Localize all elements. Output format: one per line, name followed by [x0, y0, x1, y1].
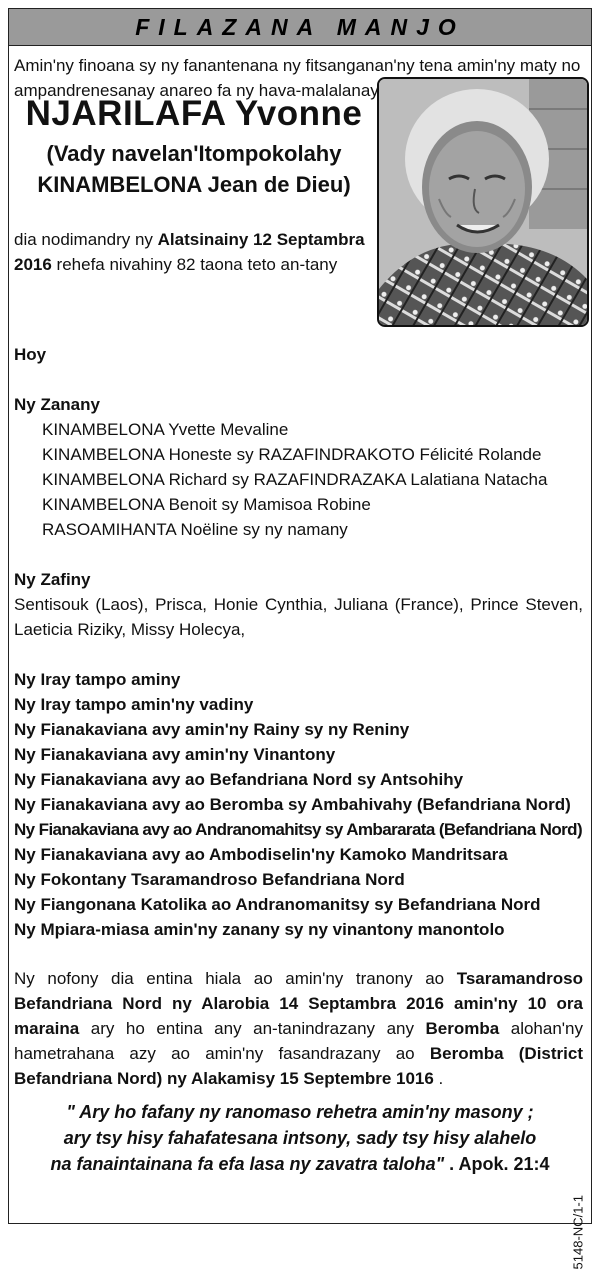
grandchildren-section: [14, 567, 583, 642]
intro-text: Amin'ny finoana sy ny fanantenana ny fitsanganan'ny tena amin'ny maty no ampandrenesanay anareo fa ny hava-malalanay: [14, 56, 581, 100]
portrait-image: [379, 79, 587, 325]
funeral-text-3: alohan'ny hametrahana azy ao amin'ny fasandrazany ao: [14, 1019, 583, 1063]
death-statement: [14, 227, 374, 277]
header-banner: [9, 9, 591, 46]
spouse-info: [14, 138, 374, 200]
spouse-line-1: (Vady navelan'Itompokolahy: [46, 141, 342, 166]
relative-item: Ny Fokontany Tsaramandroso Befandriana Nord: [14, 870, 405, 889]
deceased-name: NJARILAFA Yvonne: [25, 94, 363, 133]
banner-title: FILAZANA MANJO: [135, 13, 465, 40]
child-item: RASOAMIHANTA Noëline sy ny namany: [42, 520, 348, 539]
funeral-departure: Tsaramandroso Befandriana Nord ny Alarobia 14 Septambra 2016 amin'ny 10 ora maraina: [14, 969, 583, 1038]
relative-item: Ny Fiangonana Katolika ao Andranomanitsy sy Befandriana Nord: [14, 895, 541, 914]
funeral-burial: Beromba (District Befandriana Nord) ny Alakamisy 15 Septembre 1016: [14, 1044, 583, 1088]
portrait-photo: [377, 77, 589, 327]
relative-item: Ny Fianakaviana avy amin'ny Rainy sy ny Reniny: [14, 720, 410, 739]
relative-item: Ny Fianakaviana avy ao Andranomahitsy sy Ambararata (Befandriana Nord): [14, 820, 583, 839]
relative-item: Ny Fianakaviana avy ao Befandriana Nord sy Antsohihy: [14, 770, 464, 789]
relative-item: Ny Fianakaviana avy ao Beromba sy Ambahivahy (Befandriana Nord): [14, 795, 571, 814]
funeral-destination: Beromba: [425, 1019, 500, 1038]
relative-item: Ny Iray tampo aminy: [14, 670, 181, 689]
relatives-list: [14, 667, 583, 942]
verse-line-2: ary tsy hisy fahafatesana intsony, sady tsy hisy alahelo: [63, 1128, 537, 1148]
bible-verse: [49, 1099, 551, 1177]
child-item: KINAMBELONA Honeste sy RAZAFINDRAKOTO Félicité Rolande: [42, 445, 542, 464]
children-title: Ny Zanany: [14, 395, 100, 414]
verse-line-1: " Ary ho fafany ny ranomaso rehetra amin'ny masony ;: [66, 1102, 534, 1122]
relative-item: Ny Mpiara-miasa amin'ny zanany sy ny vinantony manontolo: [14, 920, 505, 939]
funeral-text-2: ary ho entina any an-tanindrazany any: [79, 1019, 426, 1038]
funeral-text-1: Ny nofony dia entina hiala ao amin'ny tranony ao: [14, 969, 457, 988]
hoy-label: Hoy: [14, 345, 47, 364]
child-item: KINAMBELONA Benoit sy Mamisoa Robine: [42, 495, 371, 514]
children-section: [14, 392, 583, 542]
verse-line-3: [49, 1151, 551, 1177]
relative-item: Ny Fianakaviana avy amin'ny Vinantony: [14, 745, 336, 764]
funeral-text-4: .: [433, 1069, 444, 1088]
verse-line-3-text: na fanaintainana fa efa lasa ny zavatra taloha": [50, 1154, 445, 1174]
grandchildren-title: Ny Zafiny: [14, 570, 91, 589]
child-item: KINAMBELONA Yvette Mevaline: [42, 420, 289, 439]
reference-code: 5148-NC/1-1: [570, 1195, 585, 1269]
verse-reference: . Apok. 21:4: [444, 1154, 550, 1174]
obituary-notice: [8, 8, 592, 1269]
relative-item: Ny Iray tampo amin'ny vadiny: [14, 695, 254, 714]
children-list: [14, 417, 583, 542]
death-date: Alatsinainy 12 Septambra 2016: [14, 230, 365, 274]
spouse-line-2: KINAMBELONA Jean de Dieu): [37, 172, 351, 197]
funeral-details: [14, 966, 583, 1091]
death-pre: dia nodimandry ny: [14, 230, 158, 249]
child-item: KINAMBELONA Richard sy RAZAFINDRAZAKA Lalatiana Natacha: [42, 470, 548, 489]
grandchildren-text: Sentisouk (Laos), Prisca, Honie Cynthia, Juliana (France), Prince Steven, Laeticia Riziky, Missy Holecya,: [14, 595, 583, 639]
death-post: rehefa nivahiny 82 taona teto an-tany: [51, 255, 338, 274]
relative-item: Ny Fianakaviana avy ao Ambodiselin'ny Kamoko Mandritsara: [14, 845, 508, 864]
